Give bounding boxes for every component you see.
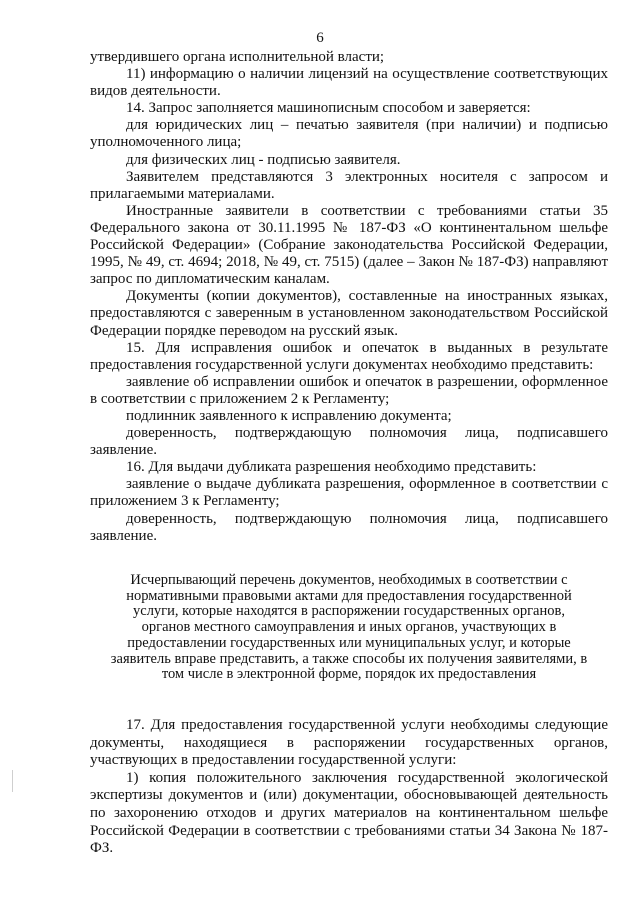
- paragraph-individuals: для физических лиц - подписью заявителя.: [126, 151, 401, 168]
- document-body-bottom: [90, 717, 608, 858]
- paragraph-clause-17: 17. Для предоставления государственной услуги необходимы следующие документы, находящиеся в распоряжении государственных органов, участвующих в предоставлении государственной услуги:: [90, 717, 608, 769]
- paragraph-original-document: подлинник заявленного к исправлению документа;: [126, 407, 452, 424]
- paragraph-duplicate-application: заявление о выдаче дубликата разрешения, оформленное в соответствии с приложением 3 к Регламенту;: [90, 476, 608, 510]
- paragraph-clause-16: 16. Для выдачи дубликата разрешения необходимо представить:: [126, 459, 537, 476]
- paragraph-legal-entities: для юридических лиц – печатью заявителя (при наличии) и подписью уполномоченного лица;: [90, 117, 608, 151]
- paragraph-clause-14: 14. Запрос заполняется машинописным способом и заверяется:: [126, 100, 531, 117]
- section-heading: Исчерпывающий перечень документов, необходимых в соответствии с нормативными правовыми актами для предоставления государственной услуги, которые находятся в распоряжении государственных органов, органов местного самоуправления и иных органов, участвующих в предоставлении государственных или муниципальных услуг, и которые заявитель вправе представить, а также способы их получения заявителями, в том числе в электронной форме, порядок их предоставления: [110, 572, 588, 683]
- paragraph-correction-application: заявление об исправлении ошибок и опечаток в разрешении, оформленное в соответствии с приложением 2 к Регламенту;: [90, 373, 608, 407]
- scan-margin-mark: [12, 770, 13, 792]
- paragraph-power-of-attorney-2: доверенность, подтверждающую полномочия лица, подписавшего заявление.: [90, 510, 608, 544]
- paragraph-foreign-documents: Документы (копии документов), составленные на иностранных языках, предоставляются с заверенным в установленном законодательством Российской Федерации порядке переводом на русский язык.: [90, 288, 608, 339]
- paragraph-item-11: 11) информацию о наличии лицензий на осуществление соответствующих видов деятельности.: [90, 66, 608, 100]
- paragraph-electronic-media: Заявителем представляются 3 электронных носителя с запросом и прилагаемыми материалами.: [90, 168, 608, 202]
- paragraph-item-1: 1) копия положительного заключения государственной экологической экспертизы документов и (или) документации, обосновывающей деятельность по захоронению отходов и других материалов на континентальном шельфе Российской Федерации в соответствии с требованиями статьи 34 Закона № 187-ФЗ.: [90, 769, 608, 857]
- paragraph-clause-15: 15. Для исправления ошибок и опечаток в выданных в результате предоставления государственной услуги документах необходимо представить:: [90, 339, 608, 373]
- page-number: 6: [316, 30, 324, 46]
- paragraph-power-of-attorney-1: доверенность, подтверждающую полномочия лица, подписавшего заявление.: [90, 425, 608, 459]
- document-body-top: [90, 49, 608, 545]
- paragraph-continuation: утвердившего органа исполнительной власти;: [90, 49, 385, 65]
- paragraph-foreign-applicants: Иностранные заявители в соответствии с требованиями статьи 35 Федерального закона от 30.11.1995 № 187-ФЗ «О континентальном шельфе Российской Федерации» (Собрание законодательства Российской Федерации, 1995, № 49, ст. 4694; 2018, № 49, ст. 7515) (далее – Закон № 187-ФЗ) направляют запрос по дипломатическим каналам.: [90, 202, 608, 288]
